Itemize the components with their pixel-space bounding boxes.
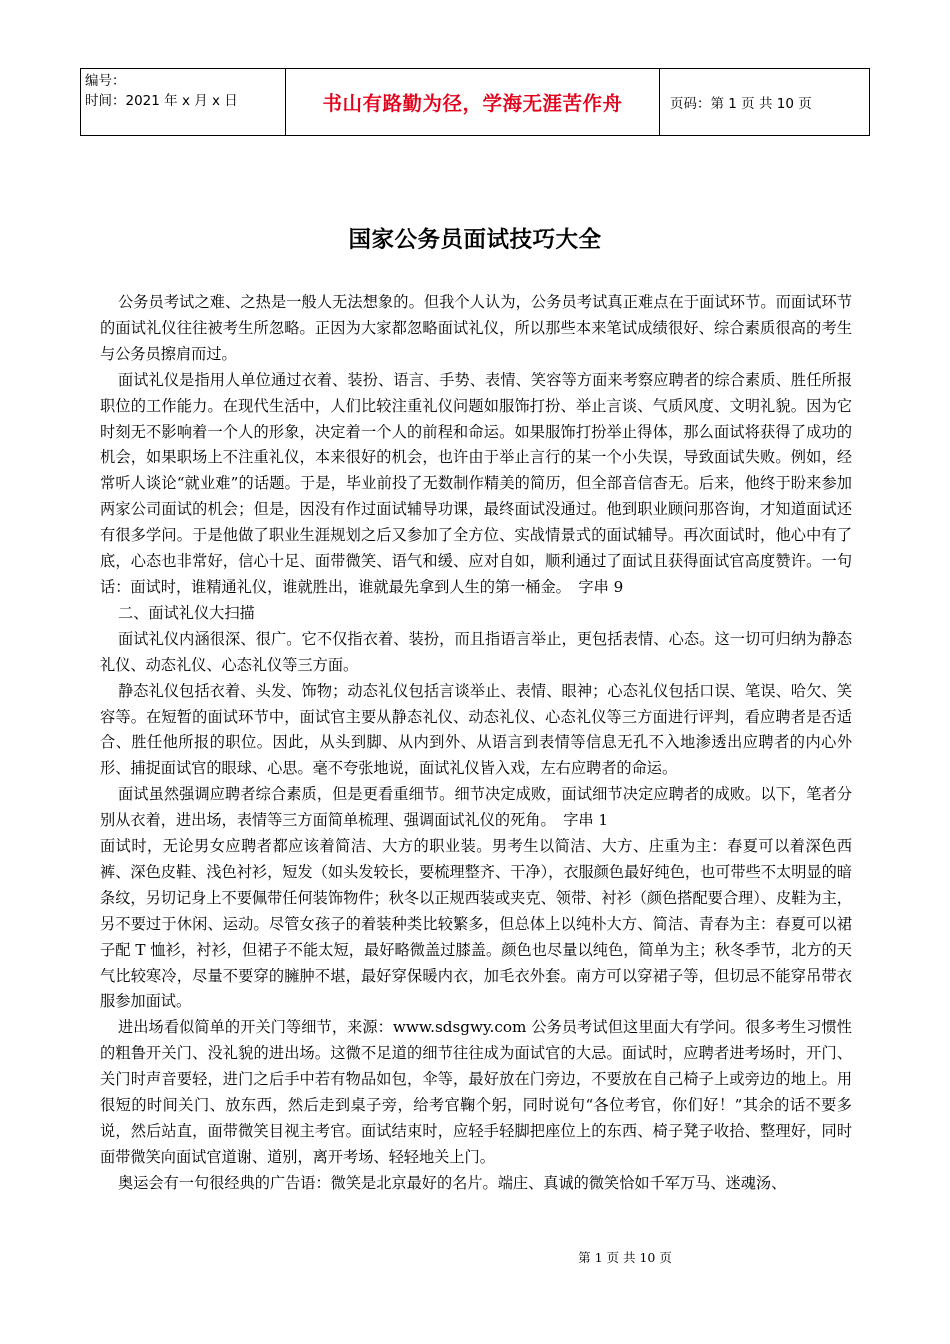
- header-left-cell: [81, 69, 286, 136]
- section-heading: 二、面试礼仪大扫描: [118, 603, 255, 622]
- paragraph-intro: 公务员考试之难、之热是一般人无法想象的。但我个人认为，公务员考试真正难点在于面试环节。而面试环节的面试礼仪往往被考生所忽略。正因为大家都忽略面试礼仪，所以那些本来笔试成绩很好、综合素质很高的考生与公务员擦肩而过。: [100, 293, 852, 363]
- paragraph-attire: 面试时，无论男女应聘者都应该着简洁、大方的职业装。男考生以简洁、大方、庄重为主：春夏可以着深色西裤、深色皮鞋、浅色衬衫，短发（如头发较长，要梳理整齐、干净），衣服颜色最好纯色，也可带些不太明显的暗条纹，另切记身上不要佩带任何装饰物件；秋冬以正规西装或夹克、领带、衬衫（颜色搭配要合理）、皮鞋为主，另不要过于休闲、运动。尽管女孩子的着装种类比较繁多，但总体上以纯朴大方、简洁、青春为主：春夏可以裙子配 T 恤衫，衬衫，但裙子不能太短，最好略微盖过膝盖。颜色也尽量以纯色，简单为主；秋冬季节，北方的天气比较寒冷，尽量不要穿的臃肿不堪，最好穿保暖内衣，加毛衣外套。南方可以穿裙子等，但切忌不能穿吊带衣服参加面试。: [100, 837, 852, 1011]
- footer-page-number: 第 1 页 共 10 页: [578, 1250, 672, 1265]
- header-table: [80, 68, 870, 136]
- document-number-label: 编号：: [85, 73, 126, 89]
- paragraph-details: 面试虽然强调应聘者综合素质，但是更看重细节。细节决定成败，面试细节决定应聘者的成败。以下，笔者分别从衣着，进出场，表情等三方面简单梳理、强调面试礼仪的死角。 字串 1: [100, 785, 852, 830]
- page-footer: [0, 1248, 950, 1266]
- paragraph-static-dynamic: 静态礼仪包括衣着、头发、饰物；动态礼仪包括言谈举止、表情、眼神；心态礼仪包括口误、笔误、哈欠、笑容等。在短暂的面试环节中，面试官主要从静态礼仪、动态礼仪、心态礼仪等三方面进行评判，看应聘者是否适合、胜任他所报的职位。因此，从头到脚、从内到外、从语言到表情等信息无孔不入地渗透出应聘者的内心外形、捕捉面试官的眼球、心思。毫不夸张地说，面试礼仪皆入戏，左右应聘者的命运。: [100, 681, 852, 778]
- document-body: [100, 290, 852, 1197]
- document-date-label: 时间：2021 年 x 月 x 日: [85, 93, 238, 109]
- paragraph-etiquette-scope: 面试礼仪内涵很深、很广。它不仅指衣着、装扮，而且指语言举止，更包括表情、心态。这一切可归纳为静态礼仪、动态礼仪、心态礼仪等三方面。: [100, 629, 852, 674]
- header-page-label: 页码：第 1 页 共 10 页: [660, 69, 870, 136]
- document-title: 国家公务员面试技巧大全: [348, 227, 602, 253]
- paragraph-etiquette-definition: 面试礼仪是指用人单位通过衣着、装扮、语言、手势、表情、笑容等方面来考察应聘者的综合素质、胜任所报职位的工作能力。在现代生活中，人们比较注重礼仪问题如服饰打扮、举止言谈、气质风度、文明礼貌。因为它时刻无不影响着一个人的形象，决定着一个人的前程和命运。如果服饰打扮举止得体，那么面试将获得了成功的机会，如果职场上不注重礼仪，本来很好的机会，也许由于举止言行的某一个小失误，导致面试失败。例如，经常听人谈论“就业难”的话题。于是，毕业前投了无数制作精美的简历，但全部音信杳无。后来，他终于盼来参加两家公司面试的机会；但是，因没有作过面试辅导功课，最终面试没通过。他到职业顾问那咨询，才知道面试还有很多学问。于是他做了职业生涯规划之后又参加了全方位、实战情景式的面试辅导。再次面试时，他心中有了底，心态也非常好，信心十足、面带微笑、语气和缓、应对自如，顺利通过了面试且获得面试官高度赞许。一句话：面试时，谁精通礼仪，谁就胜出，谁就最先拿到人生的第一桶金。 字串 9: [100, 370, 852, 596]
- paragraph-entrance: 进出场看似简单的开关门等细节，来源：www.sdsgwy.com 公务员考试但这里面大有学问。很多考生习惯性的粗鲁开关门、没礼貌的进出场。这微不足道的细节往往成为面试官的大忌。面试时，应聘者进考场时，开门、关门时声音要轻，进门之后手中若有物品如包，伞等，最好放在门旁边，不要放在自己椅子上或旁边的地上。用很短的时间关门、放东西，然后走到桌子旁，给考官鞠个躬，同时说句“各位考官，你们好！”其余的话不要多说，然后站直，面带微笑目视主考官。面试结束时，应轻手轻脚把座位上的东西、椅子凳子收拾、整理好，同时面带微笑向面试官道谢、道别，离开考场、轻轻地关上门。: [100, 1018, 852, 1166]
- paragraph-smile: 奥运会有一句很经典的广告语：微笑是北京最好的名片。端庄、真诚的微笑恰如千军万马、迷魂汤、: [118, 1173, 787, 1192]
- header-motto: 书山有路勤为径，学海无涯苦作舟: [286, 69, 660, 136]
